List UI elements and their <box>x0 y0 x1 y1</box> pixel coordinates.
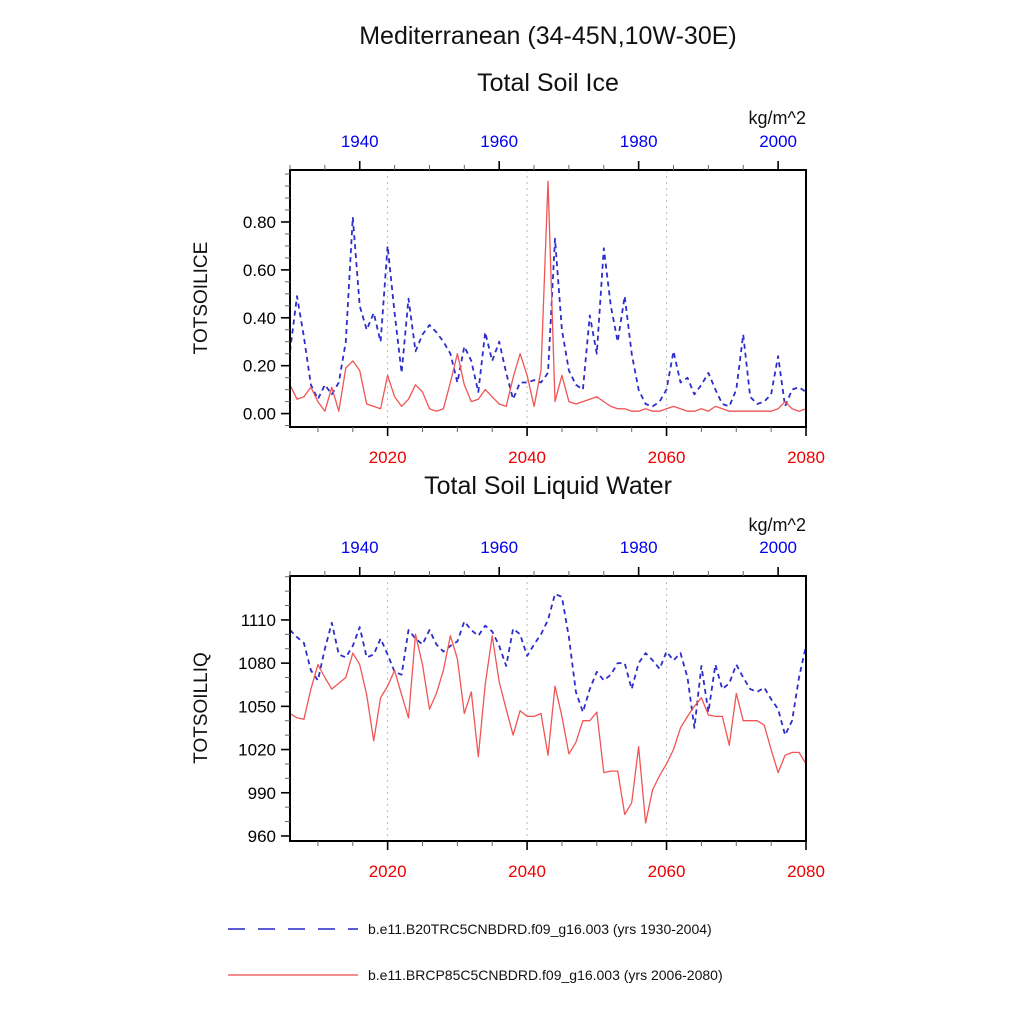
top-axis-year-label: 1940 <box>340 132 379 151</box>
y-tick-label: 1080 <box>238 654 276 674</box>
panel2-yaxis-label: TOTSOILLIQ <box>191 652 212 764</box>
panel1-units-label: kg/m^2 <box>748 108 806 128</box>
bottom-axis-year-label: 2060 <box>647 862 686 881</box>
y-tick-label: 960 <box>247 826 276 846</box>
bottom-axis-year-label: 2040 <box>508 862 546 881</box>
y-tick-label: 0.80 <box>242 212 276 232</box>
bottom-axis-year-label: 2060 <box>647 448 686 467</box>
region-title: Mediterranean (34-45N,10W-30E) <box>359 22 737 50</box>
y-tick-label: 0.60 <box>242 260 276 280</box>
plot-frame <box>290 576 806 841</box>
bottom-axis-year-label: 2020 <box>368 448 407 467</box>
bottom-axis-year-label: 2040 <box>508 448 546 467</box>
top-axis-year-label: 2000 <box>759 132 798 151</box>
legend-label-historical: b.e11.B20TRC5CNBDRD.f09_g16.003 (yrs 1930-2004) <box>368 921 712 937</box>
bottom-axis-year-label: 2080 <box>787 862 825 881</box>
y-tick-label: 990 <box>247 783 276 803</box>
panel2-title: Total Soil Liquid Water <box>424 472 672 500</box>
y-tick-label: 1050 <box>238 697 276 717</box>
top-axis-year-label: 2000 <box>759 538 798 557</box>
y-tick-label: 1020 <box>238 740 276 760</box>
top-axis-year-label: 1940 <box>340 538 379 557</box>
y-tick-label: 0.00 <box>242 404 276 424</box>
plot-frame <box>290 170 806 427</box>
y-tick-label: 1110 <box>240 610 276 630</box>
y-tick-label: 0.20 <box>242 356 276 376</box>
panel-total-soil-liquid-water <box>238 538 825 881</box>
series-line-rcp85 <box>290 181 806 411</box>
panel1-yaxis-label: TOTSOILICE <box>191 241 212 355</box>
top-axis-year-label: 1980 <box>619 538 658 557</box>
top-axis-year-label: 1960 <box>480 132 519 151</box>
series-line-historical <box>290 217 806 406</box>
bottom-axis-year-label: 2020 <box>368 862 407 881</box>
panel2-units-label: kg/m^2 <box>748 515 806 535</box>
series-line-rcp85 <box>290 634 806 823</box>
top-axis-year-label: 1980 <box>619 132 658 151</box>
top-axis-year-label: 1960 <box>480 538 519 557</box>
legend <box>228 921 723 983</box>
panel1-title: Total Soil Ice <box>477 69 619 97</box>
y-tick-label: 0.40 <box>242 308 276 328</box>
bottom-axis-year-label: 2080 <box>787 448 825 467</box>
legend-label-rcp85: b.e11.BRCP85C5CNBDRD.f09_g16.003 (yrs 2006-2080) <box>368 967 723 983</box>
series-line-historical <box>290 594 806 735</box>
panel-total-soil-ice <box>243 132 825 467</box>
